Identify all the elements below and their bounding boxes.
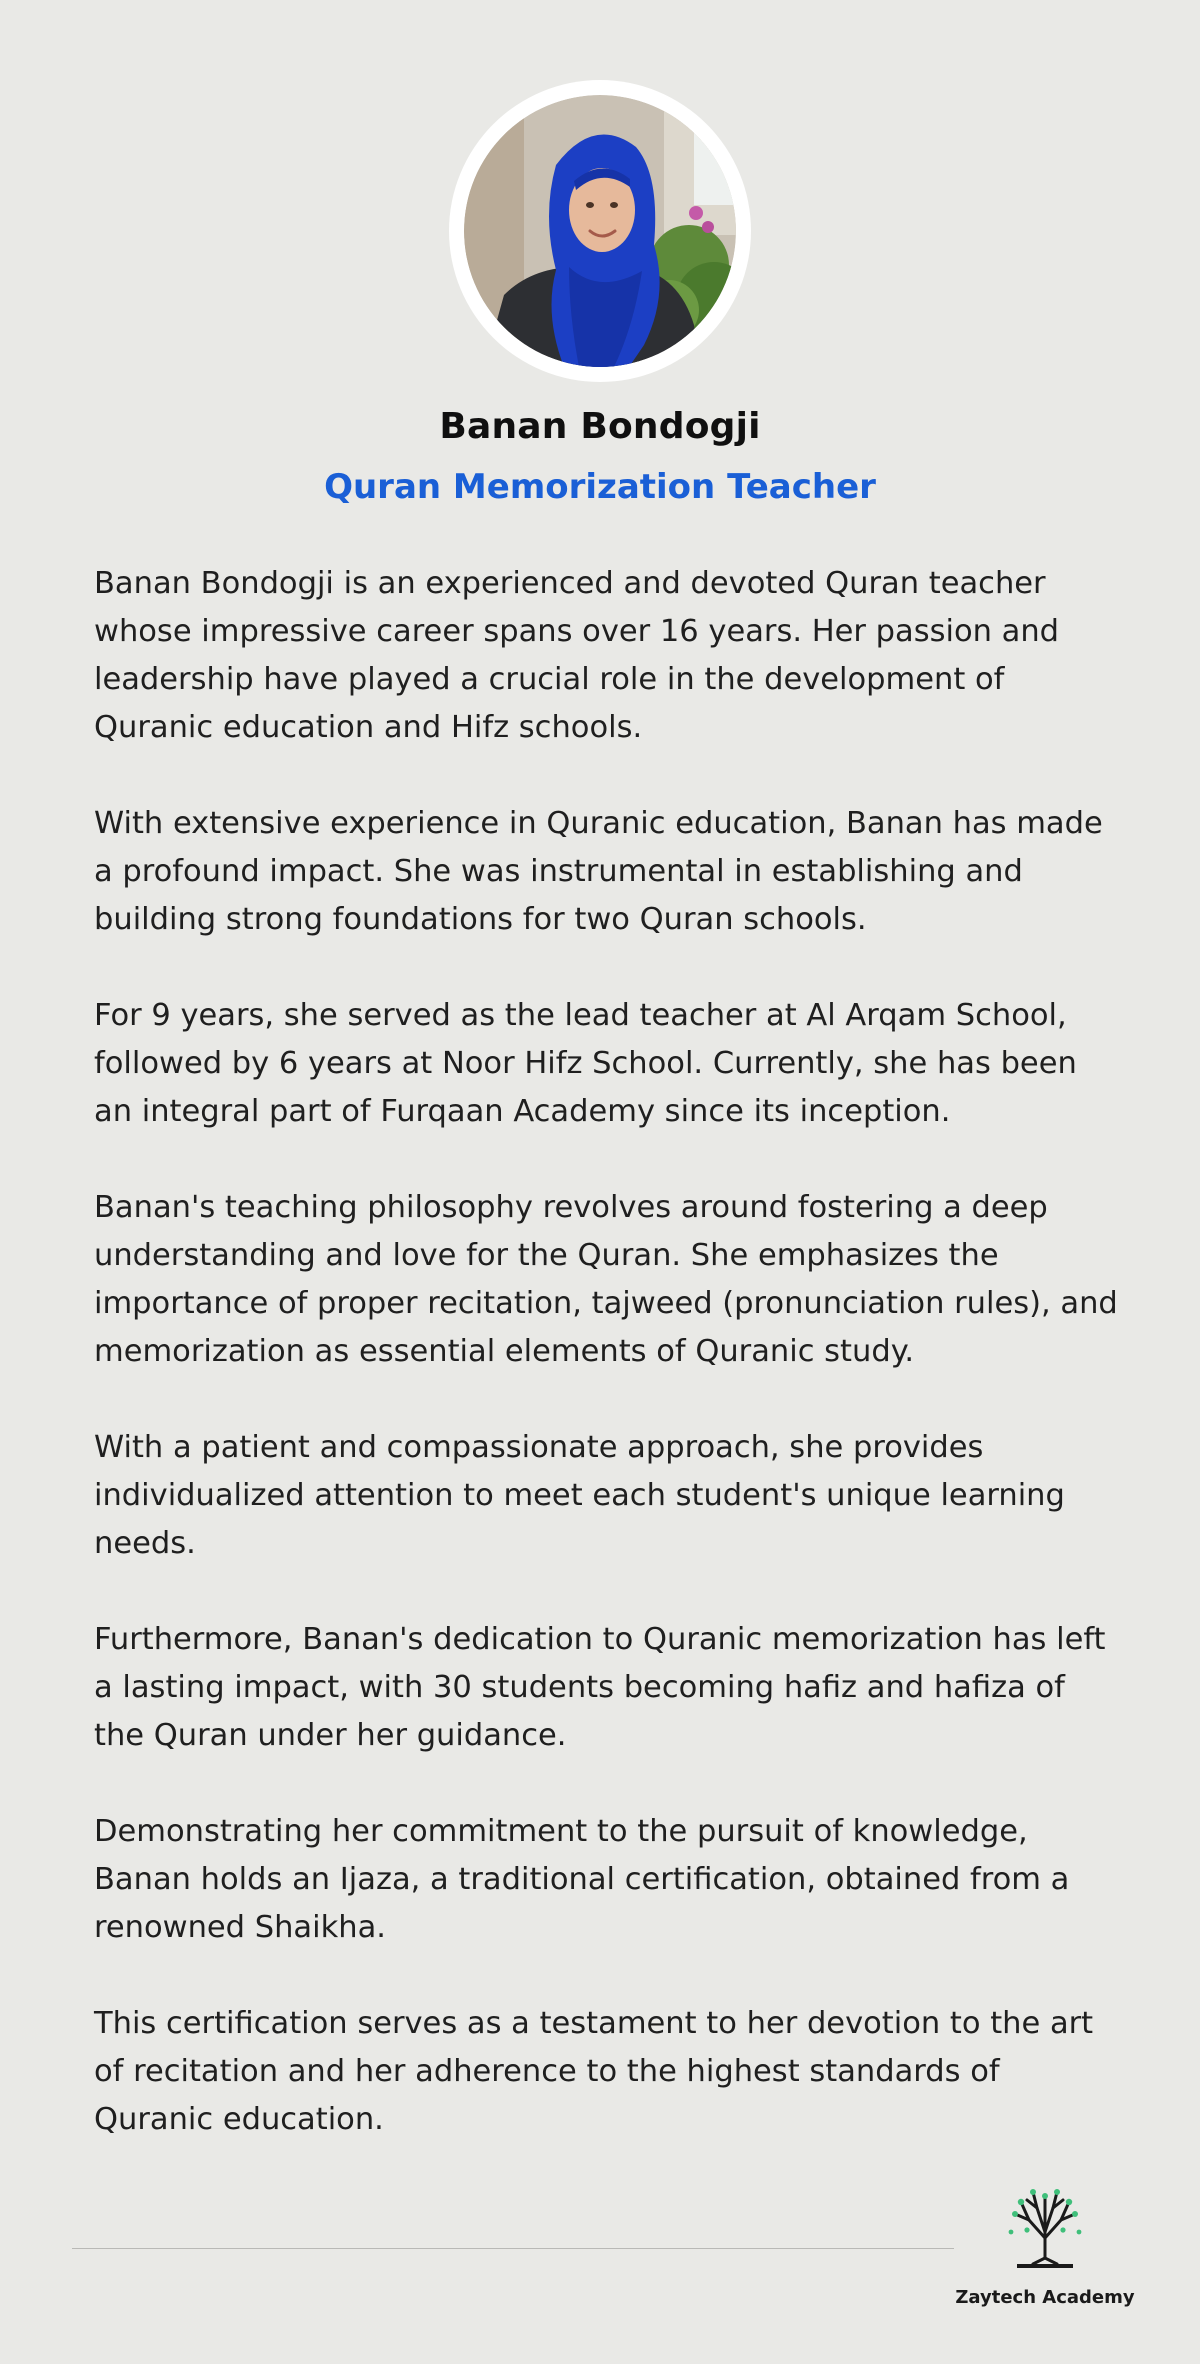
teacher-name: Banan Bondogji <box>439 406 761 447</box>
tree-logo-icon <box>1003 2186 1087 2272</box>
bio-paragraph: Banan's teaching philosophy revolves around fostering a deep understanding and love for the Quran. She emphasizes the importance of proper recitation, tajweed (pronunciation rules), and memorization as essential elements of Quranic study. <box>94 1190 1118 1369</box>
teacher-title: Quran Memorization Teacher <box>324 467 876 507</box>
brand-name: Zaytech Academy <box>955 2287 1135 2308</box>
bio-paragraph: Furthermore, Banan's dedication to Quranic memorization has left a lasting impact, with 30 students becoming hafiz and hafiza of the Quran under her guidance. <box>94 1622 1106 1753</box>
bio-paragraph: Banan Bondogji is an experienced and devoted Quran teacher whose impressive career spans over 16 years. Her passion and leadership have played a crucial role in the development of Quranic education and Hifz schools. <box>94 566 1060 745</box>
bio-paragraph: Demonstrating her commitment to the pursuit of knowledge, Banan holds an Ijaza, a traditional certification, obtained from a renowned Shaikha. <box>94 1814 1070 1945</box>
footer-divider <box>72 2248 954 2249</box>
bio-section <box>94 560 1124 2192</box>
bio-paragraph: With a patient and compassionate approach, she provides individualized attention to meet each student's unique learning needs. <box>94 1430 1065 1561</box>
bio-paragraph: With extensive experience in Quranic education, Banan has made a profound impact. She was instrumental in establishing and building strong foundations for two Quran schools. <box>94 806 1103 937</box>
avatar <box>464 95 736 367</box>
bio-paragraph: This certification serves as a testament to her devotion to the art of recitation and her adherence to the highest standards of Quranic education. <box>94 2006 1094 2137</box>
avatar-frame <box>449 80 751 382</box>
bio-paragraph: For 9 years, she served as the lead teacher at Al Arqam School, followed by 6 years at Noor Hifz School. Currently, she has been an integral part of Furqaan Academy since its inception. <box>94 998 1077 1129</box>
